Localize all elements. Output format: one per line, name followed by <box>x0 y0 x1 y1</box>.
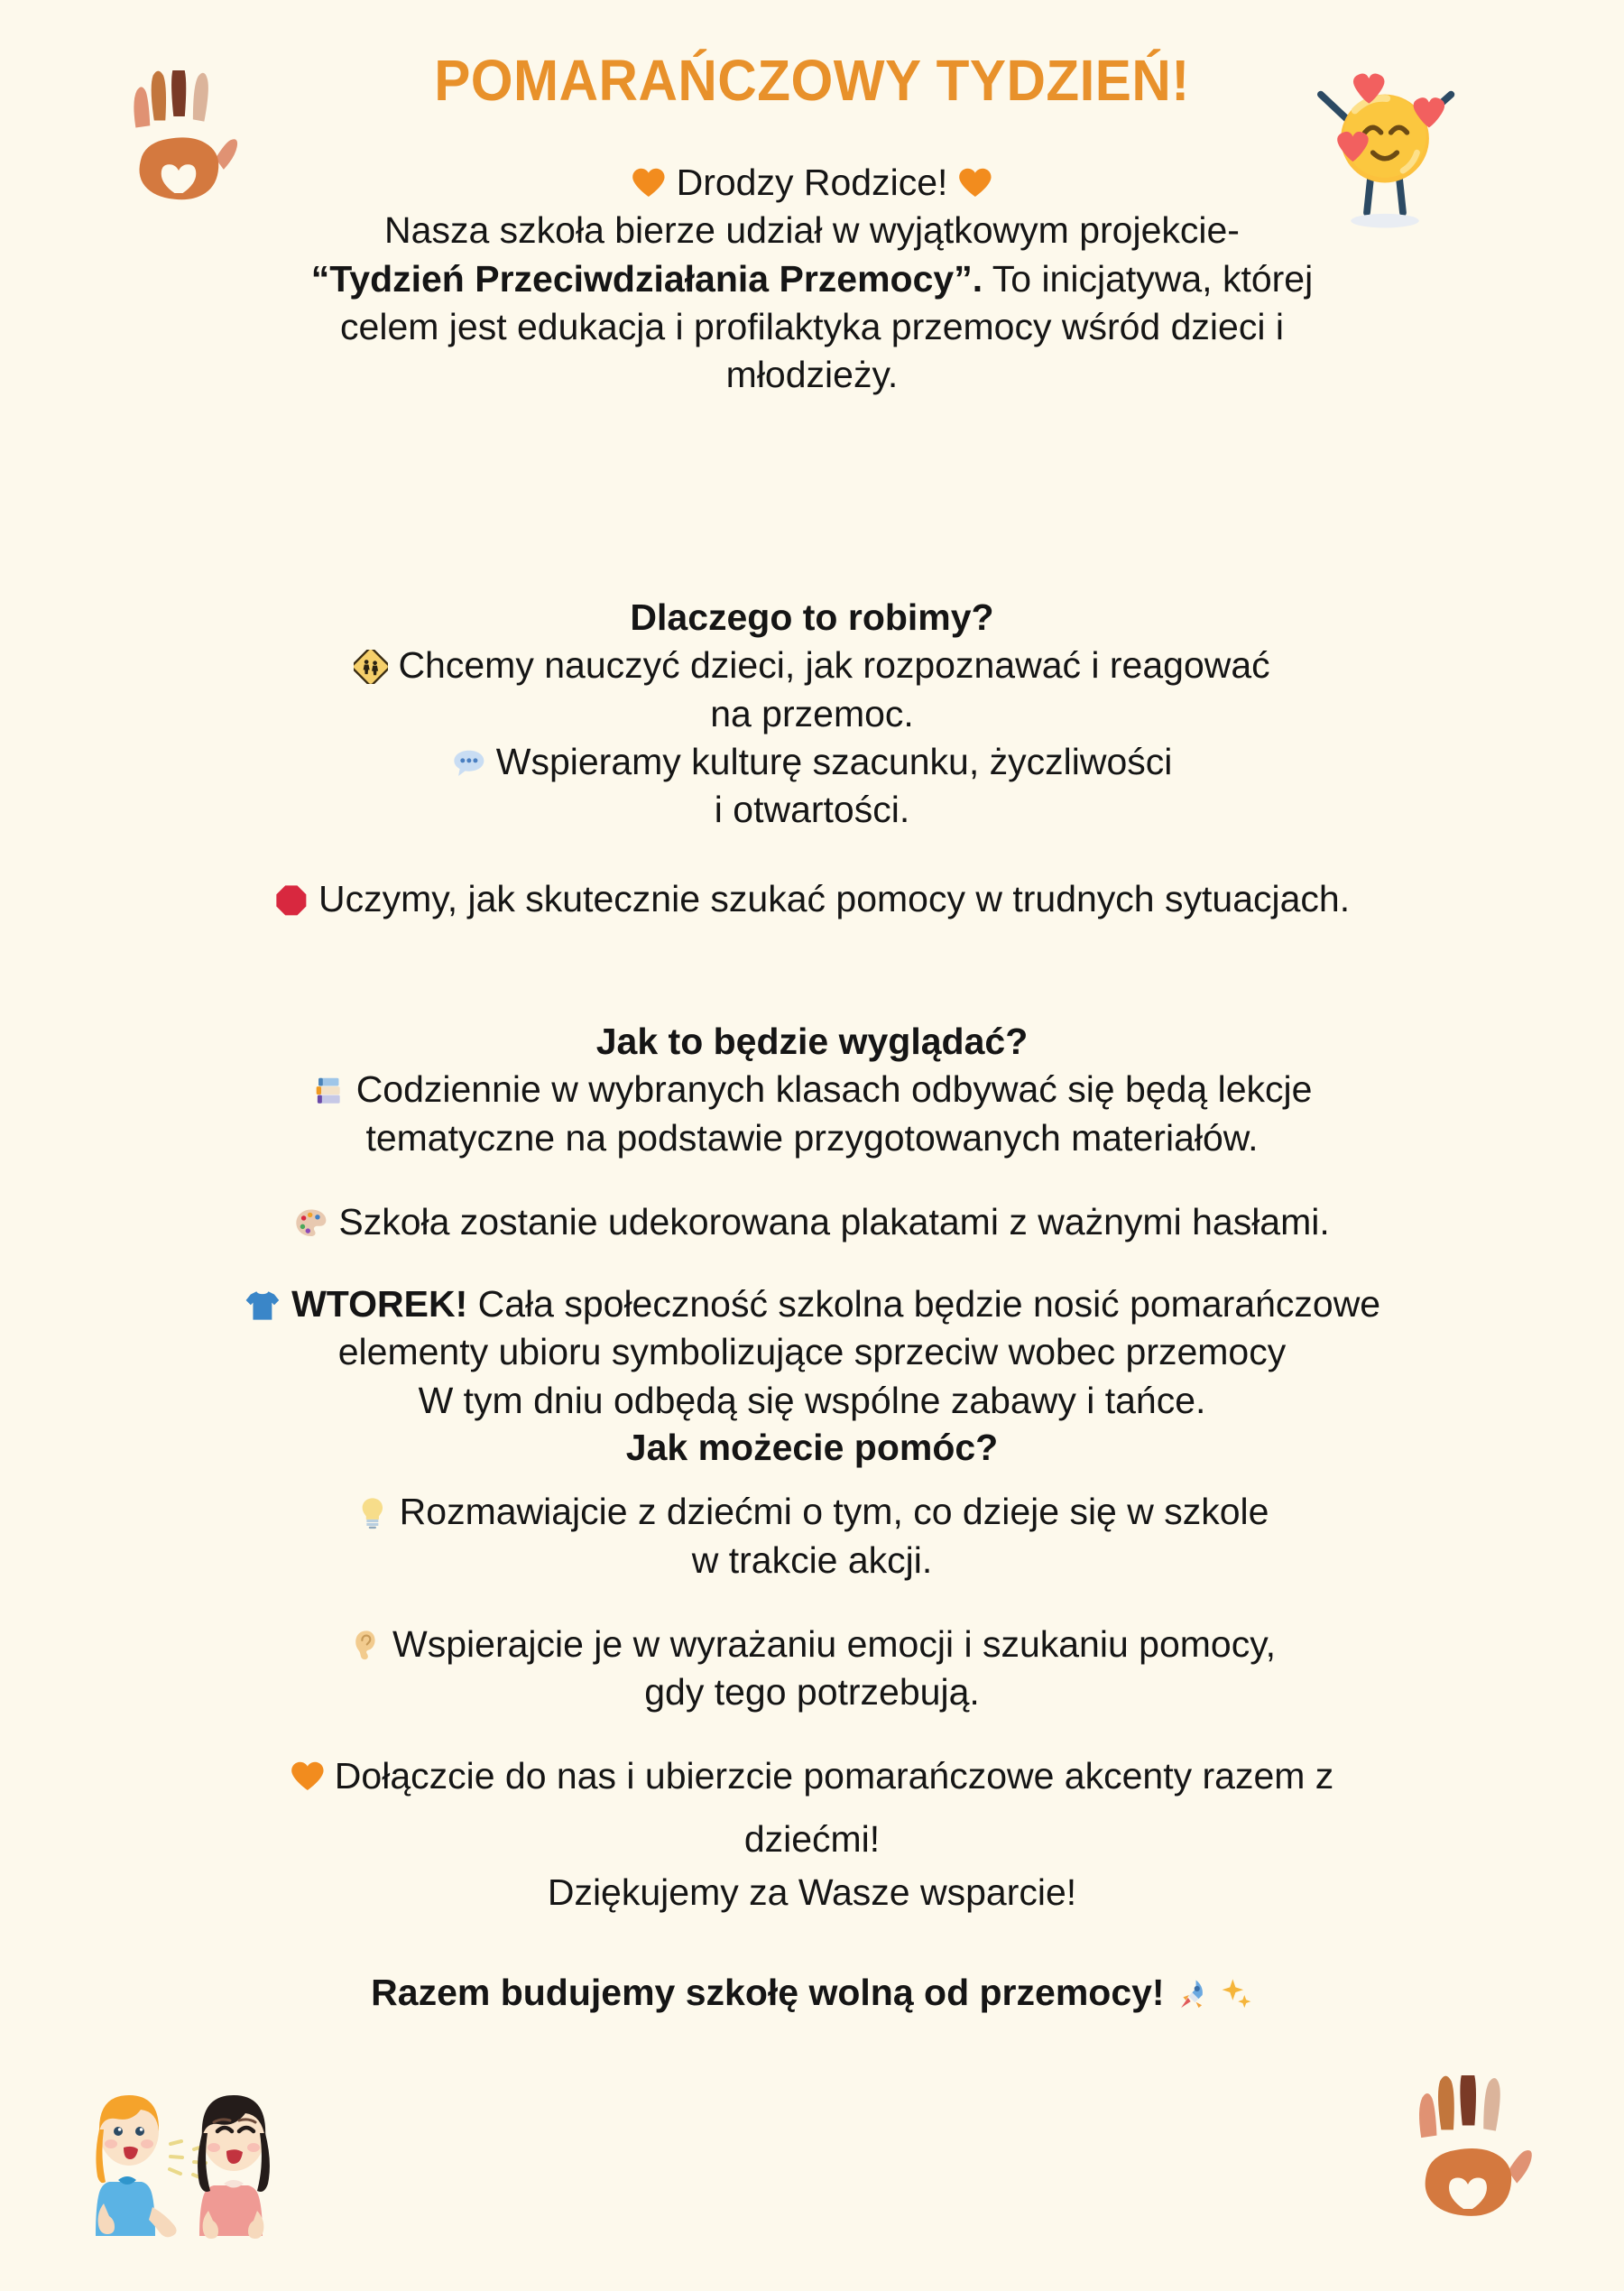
intro-block <box>99 159 1525 399</box>
stop-sign-icon <box>274 883 309 918</box>
why-item-1 <box>99 642 1525 738</box>
thanks-line: Dziękujemy za Wasze wsparcie! <box>547 1871 1077 1914</box>
help-item-2-line1 <box>99 1621 1525 1668</box>
intro-line-2 <box>99 255 1525 303</box>
page-title: POMARAŃCZOWY TYDZIEŃ! <box>434 48 1190 113</box>
intro-line-1: Nasza szkoła bierze udział w wyjątkowym projekcie- <box>384 209 1240 252</box>
help-item-1-line1 <box>99 1488 1525 1536</box>
handprint-with-heart-icon <box>1400 2075 1536 2242</box>
help-item-2 <box>99 1621 1525 1717</box>
how-item-1 <box>99 1066 1525 1162</box>
light-bulb-icon <box>355 1496 390 1530</box>
why-item-1-line1 <box>99 642 1525 689</box>
orange-heart-icon <box>632 167 666 201</box>
greeting-line <box>99 159 1525 207</box>
why-item-3 <box>99 875 1525 923</box>
why-item-1-line2: na przemoc. <box>710 692 914 734</box>
why-item-2-text: Wspieramy kulturę szacunku, życzliwości <box>495 740 1173 782</box>
why-item-3-text: Uczymy, jak skutecznie szukać pomocy w trudnych sytuacjach. <box>318 878 1351 920</box>
help-item-3-line1 <box>99 1752 1525 1800</box>
two-children-talking-icon <box>77 2075 307 2269</box>
how-item-3-line2: elementy ubioru symbolizujące sprzeciw wobec przemocy <box>337 1331 1287 1373</box>
orange-heart-icon <box>958 167 992 201</box>
project-name: “Tydzień Przeciwdziałania Przemocy”. <box>310 257 983 300</box>
how-item-3 <box>99 1280 1525 1425</box>
intro-line-4: młodzieży. <box>725 354 899 396</box>
help-item-2-line2: gdy tego potrzebują. <box>644 1671 980 1714</box>
closing-text: Razem budujemy szkołę wolną od przemocy! <box>371 1972 1165 2013</box>
section-why <box>99 594 1525 924</box>
how-item-3-line3: W tym dniu odbędą się wspólne zabawy i tańce. <box>418 1379 1206 1421</box>
help-item-2-text: Wspierajcie je w wyrażaniu emocji i szukaniu pomocy, <box>392 1622 1277 1665</box>
section-how <box>99 1018 1525 1425</box>
how-item-3-text: Cała społeczność szkolna będzie nosić pomarańczowe <box>467 1283 1381 1326</box>
section-why-heading: Dlaczego to robimy? <box>630 596 994 638</box>
how-item-3-line1 <box>99 1280 1525 1328</box>
help-item-3-line2: dziećmi! <box>743 1817 881 1860</box>
why-item-2-line2: i otwartości. <box>714 789 910 831</box>
weekday-label: WTOREK! <box>291 1283 468 1326</box>
books-icon <box>312 1074 346 1108</box>
t-shirt-icon <box>244 1287 281 1325</box>
help-item-3-text: Dołączcie do nas i ubierzcie pomarańczowe akcenty razem z <box>334 1755 1334 1797</box>
sparkles-icon <box>1219 1977 1253 2011</box>
rocket-icon <box>1175 1977 1209 2011</box>
section-help <box>99 1424 1525 1917</box>
help-item-1-line2: w trakcie akcji. <box>691 1538 933 1581</box>
section-how-heading: Jak to będzie wyglądać? <box>595 1021 1029 1062</box>
how-item-1-line1 <box>99 1066 1525 1113</box>
ear-icon <box>348 1629 383 1663</box>
how-item-2-text: Szkoła zostanie udekorowana plakatami z ważnymi hasłami. <box>338 1200 1330 1242</box>
why-item-2-line1 <box>99 738 1525 786</box>
why-item-1-text: Chcemy nauczyć dzieci, jak rozpoznawać i reagować <box>398 644 1270 687</box>
how-item-1-line2: tematyczne na podstawie przygotowanych materiałów. <box>365 1116 1259 1159</box>
help-item-1-text: Rozmawiajcie z dziećmi o tym, co dzieje się w szkole <box>399 1491 1269 1533</box>
artist-palette-icon <box>294 1206 328 1241</box>
help-item-1 <box>99 1488 1525 1584</box>
greeting-text: Drodzy Rodzice! <box>676 162 948 203</box>
section-help-heading: Jak możecie pomóc? <box>625 1427 999 1468</box>
help-item-3 <box>99 1752 1525 1863</box>
how-item-1-text: Codziennie w wybranych klasach odbywać się będą lekcje <box>355 1068 1313 1111</box>
why-item-2 <box>99 738 1525 835</box>
intro-line-3: celem jest edukacja i profilaktyka przemocy wśród dzieci i <box>340 305 1284 347</box>
orange-heart-icon <box>291 1760 325 1795</box>
how-item-2 <box>99 1198 1525 1246</box>
closing-block <box>99 1969 1525 2017</box>
children-crossing-icon <box>354 650 388 684</box>
speech-balloon-icon <box>452 746 486 781</box>
intro-line-2-rest: To inicjatywa, której <box>983 257 1314 300</box>
